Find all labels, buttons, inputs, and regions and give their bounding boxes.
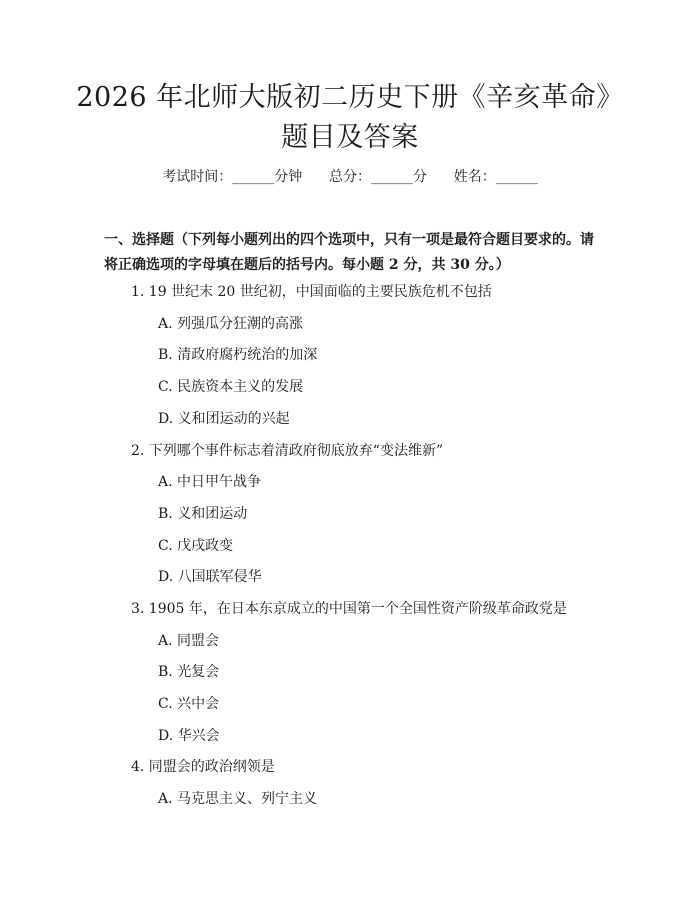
question-2-option-a: A. 中日甲午战争 — [158, 474, 262, 490]
question-2-option-b: B. 义和团运动 — [158, 506, 248, 522]
question-2-option-c: C. 戊戌政变 — [158, 538, 234, 554]
question-4-stem: 4. 同盟会的政治纲领是 — [131, 759, 275, 775]
question-2-stem: 2. 下列哪个事件标志着清政府彻底放弃“变法维新” — [131, 443, 444, 459]
question-1-option-b: B. 清政府腐朽统治的加深 — [158, 347, 318, 363]
question-3-option-d: D. 华兴会 — [158, 728, 220, 744]
question-1-option-d: D. 义和团运动的兴起 — [158, 411, 290, 427]
exam-info-line: 考试时间：______分钟 总分：______分 姓名：______ — [162, 169, 538, 185]
document-title — [40, 78, 660, 158]
question-3-option-b: B. 光复会 — [158, 664, 220, 680]
title-line-2: 题目及答案 — [281, 122, 419, 153]
question-4-option-a: A. 马克思主义、列宁主义 — [158, 791, 318, 807]
question-1-stem: 1. 19 世纪末 20 世纪初，中国面临的主要民族危机不包括 — [131, 284, 492, 300]
question-1-option-a: A. 列强瓜分狂潮的高涨 — [158, 316, 304, 332]
question-2-option-d: D. 八国联军侵华 — [158, 569, 262, 585]
question-3-stem: 3. 1905 年，在日本东京成立的中国第一个全国性资产阶级革命政党是 — [131, 601, 567, 617]
question-1-option-c: C. 民族资本主义的发展 — [158, 379, 304, 395]
question-3-option-c: C. 兴中会 — [158, 696, 220, 712]
question-3-option-a: A. 同盟会 — [158, 633, 220, 649]
section-heading: 一、选择题（下列每小题列出的四个选项中，只有一项是最符合题目要求的。请将正确选项的字母填在题后的括号内。每小题 2 分，共 30 分。） — [104, 232, 594, 273]
title-line-1: 2026 年北师大版初二历史下册《辛亥革命》 — [76, 82, 624, 113]
